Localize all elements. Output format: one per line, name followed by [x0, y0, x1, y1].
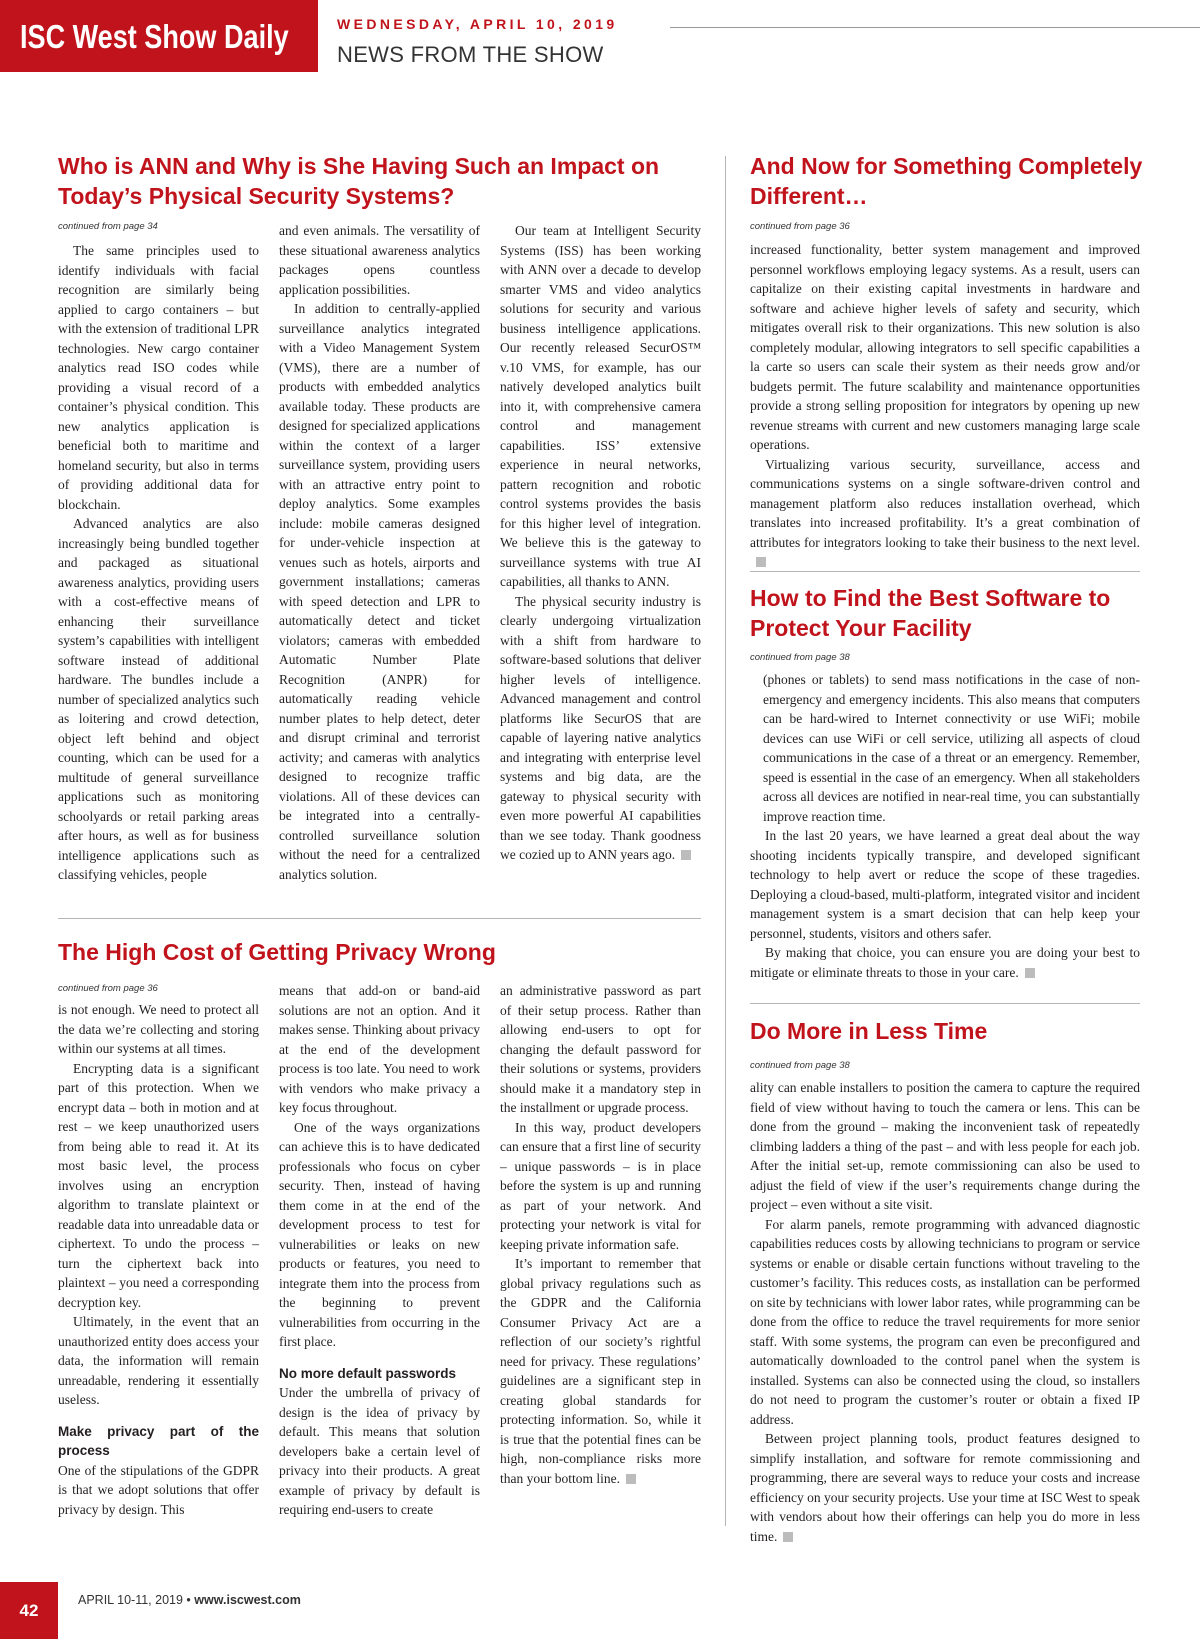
ann-col3-para: Our team at Intelligent Security Systems (ISS) has been working with ANN over a decade to develop smarter VMS and video analytics solutions for security and various business intelligence applications. Our recently released SecurOS™ v.10 VMS, for example, has our natively developed analytics built into it, with comprehensive camera control and management capabilities. ISS’ extensive experience in neural networks, pattern recognition and robotic control systems provides the basis for this higher level of integration. We believe this is the gateway to surveillance systems with true AI capabilities, all thanks to ANN.: [500, 223, 701, 589]
privacy-column-3: [500, 981, 701, 1488]
page-number: 42: [0, 1582, 58, 1639]
ann-column-3: [500, 221, 701, 865]
moreless-continued: continued from page 38: [750, 1060, 850, 1071]
issue-date: WEDNESDAY, APRIL 10, 2019: [337, 16, 618, 32]
section-label: NEWS FROM THE SHOW: [337, 42, 604, 67]
moreless-para: Between project planning tools, product features designed to simplify installation, and software for remote commissioning and programming, there are several ways to reduce your costs and increase efficiency on your security projects. Use your time at ISC West to speak with vendors about how their offerings can help you do more in less time.: [750, 1431, 1140, 1544]
privacy-col1-para: Ultimately, in the event that an unauthorized entity does access your data, the information will remain unreadable, rendering it essentially useless.: [58, 1314, 259, 1407]
footer-dates: APRIL 10-11, 2019: [78, 1593, 183, 1607]
privacy-headline: The High Cost of Getting Privacy Wrong: [58, 939, 496, 965]
privacy-col1-tail: One of the stipulations of the GDPR is that we adopt solutions that offer privacy by design. This: [58, 1462, 259, 1517]
footer-url[interactable]: www.iscwest.com: [194, 1593, 301, 1607]
privacy-continued: continued from page 36: [58, 983, 158, 994]
ann-col2-lead: and even animals. The versatility of these situational awareness analytics packages opens countless application possibilities.: [279, 223, 480, 297]
software-headline: How to Find the Best Software to Protect Your Facility: [750, 585, 1111, 641]
different-continued: continued from page 36: [750, 221, 850, 232]
privacy-subhead: Make privacy part of the process: [58, 1423, 259, 1458]
privacy-column-2: [279, 981, 480, 1520]
end-mark-icon: [681, 850, 691, 860]
article-rule: [58, 918, 701, 919]
footer-separator: •: [186, 1593, 191, 1607]
software-body: [750, 670, 1140, 982]
end-mark-icon: [626, 1474, 636, 1484]
ann-column-1: [58, 241, 259, 885]
privacy-col2-para: One of the ways organizations can achieve this is to have dedicated professionals who focus on cyber security. Then, instead of having them come in at the end of the development process to test for vulnerabilities or leaks on new products or features, you need to integrate them into the process from the beginning to prevent vulnerabilities from occurring in the first place.: [279, 1119, 480, 1349]
moreless-lead: ality can enable installers to position the camera to capture the required field of view without having to touch the camera or lens. This can be done from the ground – making the inconvenient task of repeatedly climbing ladders a thing of the past – and with less people for each job. After the initial set-up, remote commissioning can also be used to adjust the field of view if the user’s requirements change during the project – even without a site visit.: [750, 1080, 1140, 1212]
software-continued: continued from page 38: [750, 652, 850, 663]
moreless-body: [750, 1078, 1140, 1546]
moreless-headline: Do More in Less Time: [750, 1018, 988, 1044]
article-rule: [750, 1003, 1140, 1004]
software-para: In the last 20 years, we have learned a great deal about the way shooting incidents typically transpire, and developed significant technology to help avert or reduce the scope of these tragedies. Deploying a cloud-based, multi-platform, integrated visitor and incident management system is a smart decision that can help keep your personnel, students, visitors and others safer.: [750, 828, 1140, 941]
privacy-col3-para: In this way, product developers can ensure that a first line of security – unique passwords – is in place before the system is up and running as part of your network. And protecting your network is vital for keeping private information safe.: [500, 1119, 701, 1252]
ann-column-2: [279, 221, 480, 884]
end-mark-icon: [756, 557, 766, 567]
moreless-para: For alarm panels, remote programming with advanced diagnostic capabilities reduces costs by allowing technicians to program or service systems or enable or disable certain functions without traveling to the customer’s facility. This reduces costs, as installation can be performed on site by technicians with lower labor rates, while programming can be done from the office to reduce the travel requirements for more senior staff. With some systems, the program can even be preconfigured and automatically downloaded to the control panel when the system is installed. Systems can also be connected using the cloud, so installers do not need to program the customer’s router or obtain a fixed IP address.: [750, 1216, 1140, 1427]
privacy-col3-para: It’s important to remember that global privacy regulations such as the GDPR and the California Consumer Privacy Act are a reflection of our society’s rightful need for privacy. These regulations’ guidelines are a significant step in creating global standards for protecting information. So, while it is true that the potential fines can be high, non-compliance risks more than your bottom line.: [500, 1256, 701, 1486]
software-para: By making that choice, you can ensure you are doing your best to mitigate or eliminate threats to those in your care.: [750, 945, 1140, 980]
privacy-col1-para: Encrypting data is a significant part of this protection. When we encrypt data – both in motion and at rest – we keep unauthorized users from being able to read it. At its most basic level, the process involves using an encryption algorithm to translate plaintext or readable data into unreadable data or ciphertext. To undo the process – turn the ciphertext back into plaintext – you need a corresponding decryption key.: [58, 1060, 259, 1310]
privacy-col2-tail: Under the umbrella of privacy of design is the idea of privacy by default. This means that solution developers bake a certain level of privacy into their products. A great example of privacy by default is requiring end-users to create: [279, 1385, 480, 1517]
ann-continued: continued from page 34: [58, 221, 158, 232]
privacy-subhead: No more default passwords: [279, 1365, 457, 1381]
end-mark-icon: [1025, 968, 1035, 978]
ann-col3-para: The physical security industry is clearly undergoing virtualization with a shift from hardware to software-based solutions that deliver higher levels of intelligence. Advanced management and control platforms like SecurOS that are capable of layering native analytics and integrating with enterprise level systems and big data, are the gateway to physical security with even more powerful AI capabilities than we see today. Thank goodness we cozied up to ANN years ago.: [500, 593, 701, 862]
end-mark-icon: [783, 1532, 793, 1542]
publication-title: ISC West Show Daily: [20, 18, 289, 55]
ann-col1-para: The same principles used to identify individuals with facial recognition are similarly being applied to cargo containers – but with the extension of traditional LPR technologies. New cargo container analytics read ISO codes while providing a visual record of a container’s physical condition. This new analytics application is beneficial both to maritime and homeland security, but also in terms of providing additional data for blockchain.: [58, 243, 259, 512]
different-lead: increased functionality, better system management and improved personnel workflows employing legacy systems. As a result, users can capitalize on their existing capital investments in hardware and software and achieve higher levels of safety and security, which mitigates overall risk to their organizations. This new solution is also completely modular, allowing integrators to sell specific capabilities a la carte so users can scale their system as their needs grow and/or budgets permit. The future scalability and maintenance opportunities provide a strong selling proposition for integrators by opening up new revenue streams with current and new customers managing large scale operations.: [750, 242, 1140, 452]
privacy-col1-lead: is not enough. We need to protect all the data we’re collecting and storing within our systems at all times.: [58, 1002, 259, 1056]
different-headline: And Now for Something Completely Different…: [750, 153, 1143, 209]
article-rule: [750, 571, 1140, 572]
privacy-col2-lead: means that add-on or band-aid solutions are not an option. And it makes sense. Thinking about privacy at the end of the development process is too late. You need to work with vendors who make privacy a key focus throughout.: [279, 983, 480, 1115]
privacy-col3-lead: an administrative password as part of their setup process. Rather than allowing end-users to opt for changing the default password for their solutions or systems, providers should make it a mandatory step in the installment or upgrade process.: [500, 983, 701, 1115]
column-divider: [725, 156, 726, 1526]
ann-col1-para: Advanced analytics are also increasingly being bundled together and packaged as situational awareness analytics, providing users with a cost-effective means of enhancing their surveillance system’s capabilities with intelligent software instead of additional hardware. The bundles include a number of specialized analytics such as loitering and crowd detection, object left behind and object counting, which can be used for a multitude of general surveillance applications such as monitoring schoolyards or retail parking areas after hours, as well as for business intelligence applications such as classifying vehicles, people: [58, 516, 259, 882]
masthead: [0, 0, 318, 72]
different-para: Virtualizing various security, surveillance, access and communications systems on a single software-driven control and management platform also reduces installation overhead, which translates into increased profitability. It’s a great combination of attributes for integrators looking to take their business to the next level.: [750, 455, 1140, 572]
header-rule: [670, 27, 1200, 28]
footer-line: [78, 1593, 301, 1607]
software-indented: (phones or tablets) to send mass notifications in the case of non-emergency and emergency incidents. This also means that computers can be hard-wired to Internet connectivity or use WiFi; mobile devices can use WiFi or cell service, utilizing all aspects of cloud communications in the case of a threat or an emergency. Remember, speed is essential in the case of an emergency. When all stakeholders across all devices are notified in near-real time, you can substantially improve reaction time.: [763, 672, 1140, 824]
different-body: [750, 240, 1140, 572]
ann-col2-para: In addition to centrally-applied surveillance analytics integrated with a Video Management System (VMS), there are a number of products with embedded analytics available today. These products are designed for specialized applications within the context of a larger surveillance system, providing users with an attractive entry point to deploy analytics. Some examples include: mobile cameras designed for under-vehicle inspection at venues such as hotels, airports and government installations; cameras with speed detection and LPR to automatically detect and ticket violators; cameras with embedded Automatic Number Plate Recognition (ANPR) for automatically reading vehicle number plates to help detect, deter and disrupt criminal and terrorist activity; and cameras with analytics designed to recognize traffic violations. All of these devices can be integrated into a centrally-controlled surveillance solution without the need for a centralized analytics solution.: [279, 301, 480, 882]
privacy-column-1: [58, 1000, 259, 1519]
ann-headline: Who is ANN and Why is She Having Such an Impact on Today’s Physical Security Systems?: [58, 153, 660, 209]
